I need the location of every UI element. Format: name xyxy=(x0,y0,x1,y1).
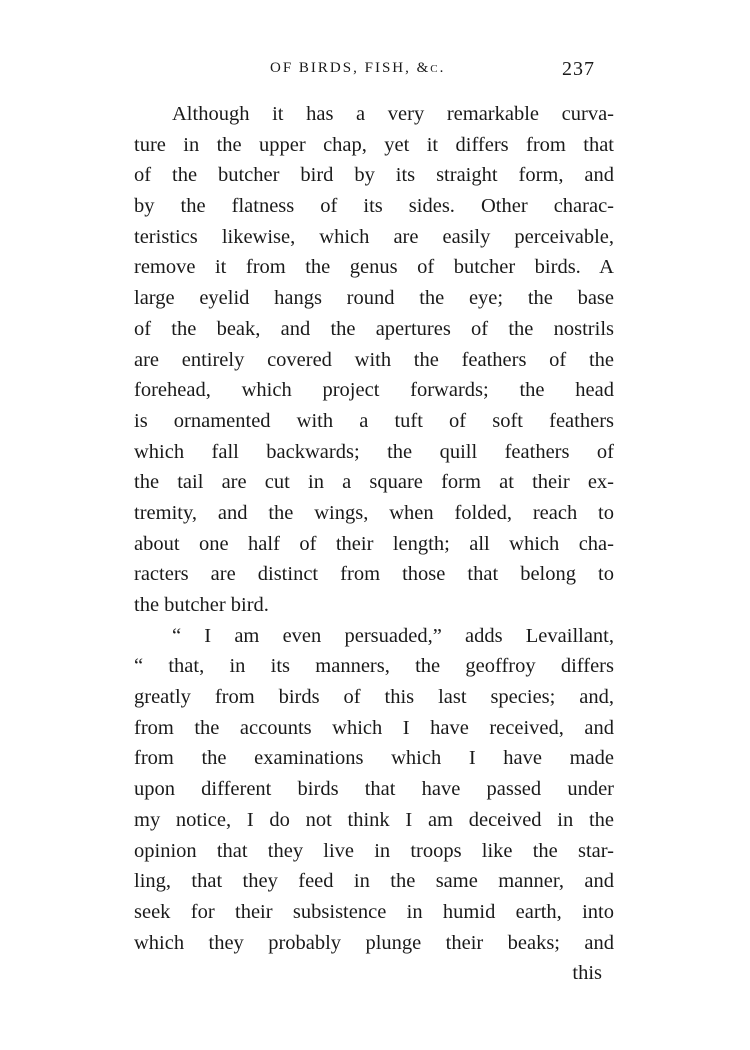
text-line: ling, that they feed in the same manner, and xyxy=(134,870,614,893)
text-line: which they probably plunge their beaks; and xyxy=(134,931,614,954)
body-text xyxy=(134,99,614,989)
text-line: teristics likewise, which are easily perceivable, xyxy=(134,225,614,248)
text-line: greatly from birds of this last species; and, xyxy=(134,686,614,709)
text-line: “ I am even persuaded,” adds Levaillant, xyxy=(172,624,614,647)
text-line: upon different birds that have passed under xyxy=(134,778,614,801)
text-line: which fall backwards; the quill feathers of xyxy=(134,440,614,463)
text-line: by the flatness of its sides. Other charac- xyxy=(134,195,614,218)
text-line: Although it has a very remarkable curva- xyxy=(172,103,614,125)
text-line: from the examinations which I have made xyxy=(134,747,614,770)
text-line: racters are distinct from those that belong to xyxy=(134,563,614,586)
text-line: opinion that they live in troops like the star- xyxy=(134,839,614,862)
text-line: is ornamented with a tuft of soft feathers xyxy=(134,409,614,432)
text-line: “ that, in its manners, the geoffroy differs xyxy=(134,655,614,678)
catchword: this xyxy=(572,962,602,985)
text-line: the butcher bird. xyxy=(134,594,269,616)
text-line: of the butcher bird by its straight form, and xyxy=(134,164,614,187)
text-line: from the accounts which I have received, and xyxy=(134,716,614,739)
text-line: remove it from the genus of butcher birds. A xyxy=(134,256,614,279)
text-line: my notice, I do not think I am deceived in the xyxy=(134,808,614,831)
text-line: tremity, and the wings, when folded, reach to xyxy=(134,501,614,524)
text-line: forehead, which project forwards; the head xyxy=(134,379,614,402)
text-line: about one half of their length; all which cha- xyxy=(134,532,614,555)
page-number: 237 xyxy=(562,58,595,80)
text-line: are entirely covered with the feathers of the xyxy=(134,348,614,371)
text-line: seek for their subsistence in humid earth, into xyxy=(134,900,614,923)
running-head: OF BIRDS, FISH, &c. xyxy=(270,60,446,76)
text-line: of the beak, and the apertures of the nostrils xyxy=(134,317,614,340)
text-line: large eyelid hangs round the eye; the base xyxy=(134,287,614,310)
text-line: ture in the upper chap, yet it differs from that xyxy=(134,133,614,156)
text-line: the tail are cut in a square form at their ex- xyxy=(134,471,614,494)
